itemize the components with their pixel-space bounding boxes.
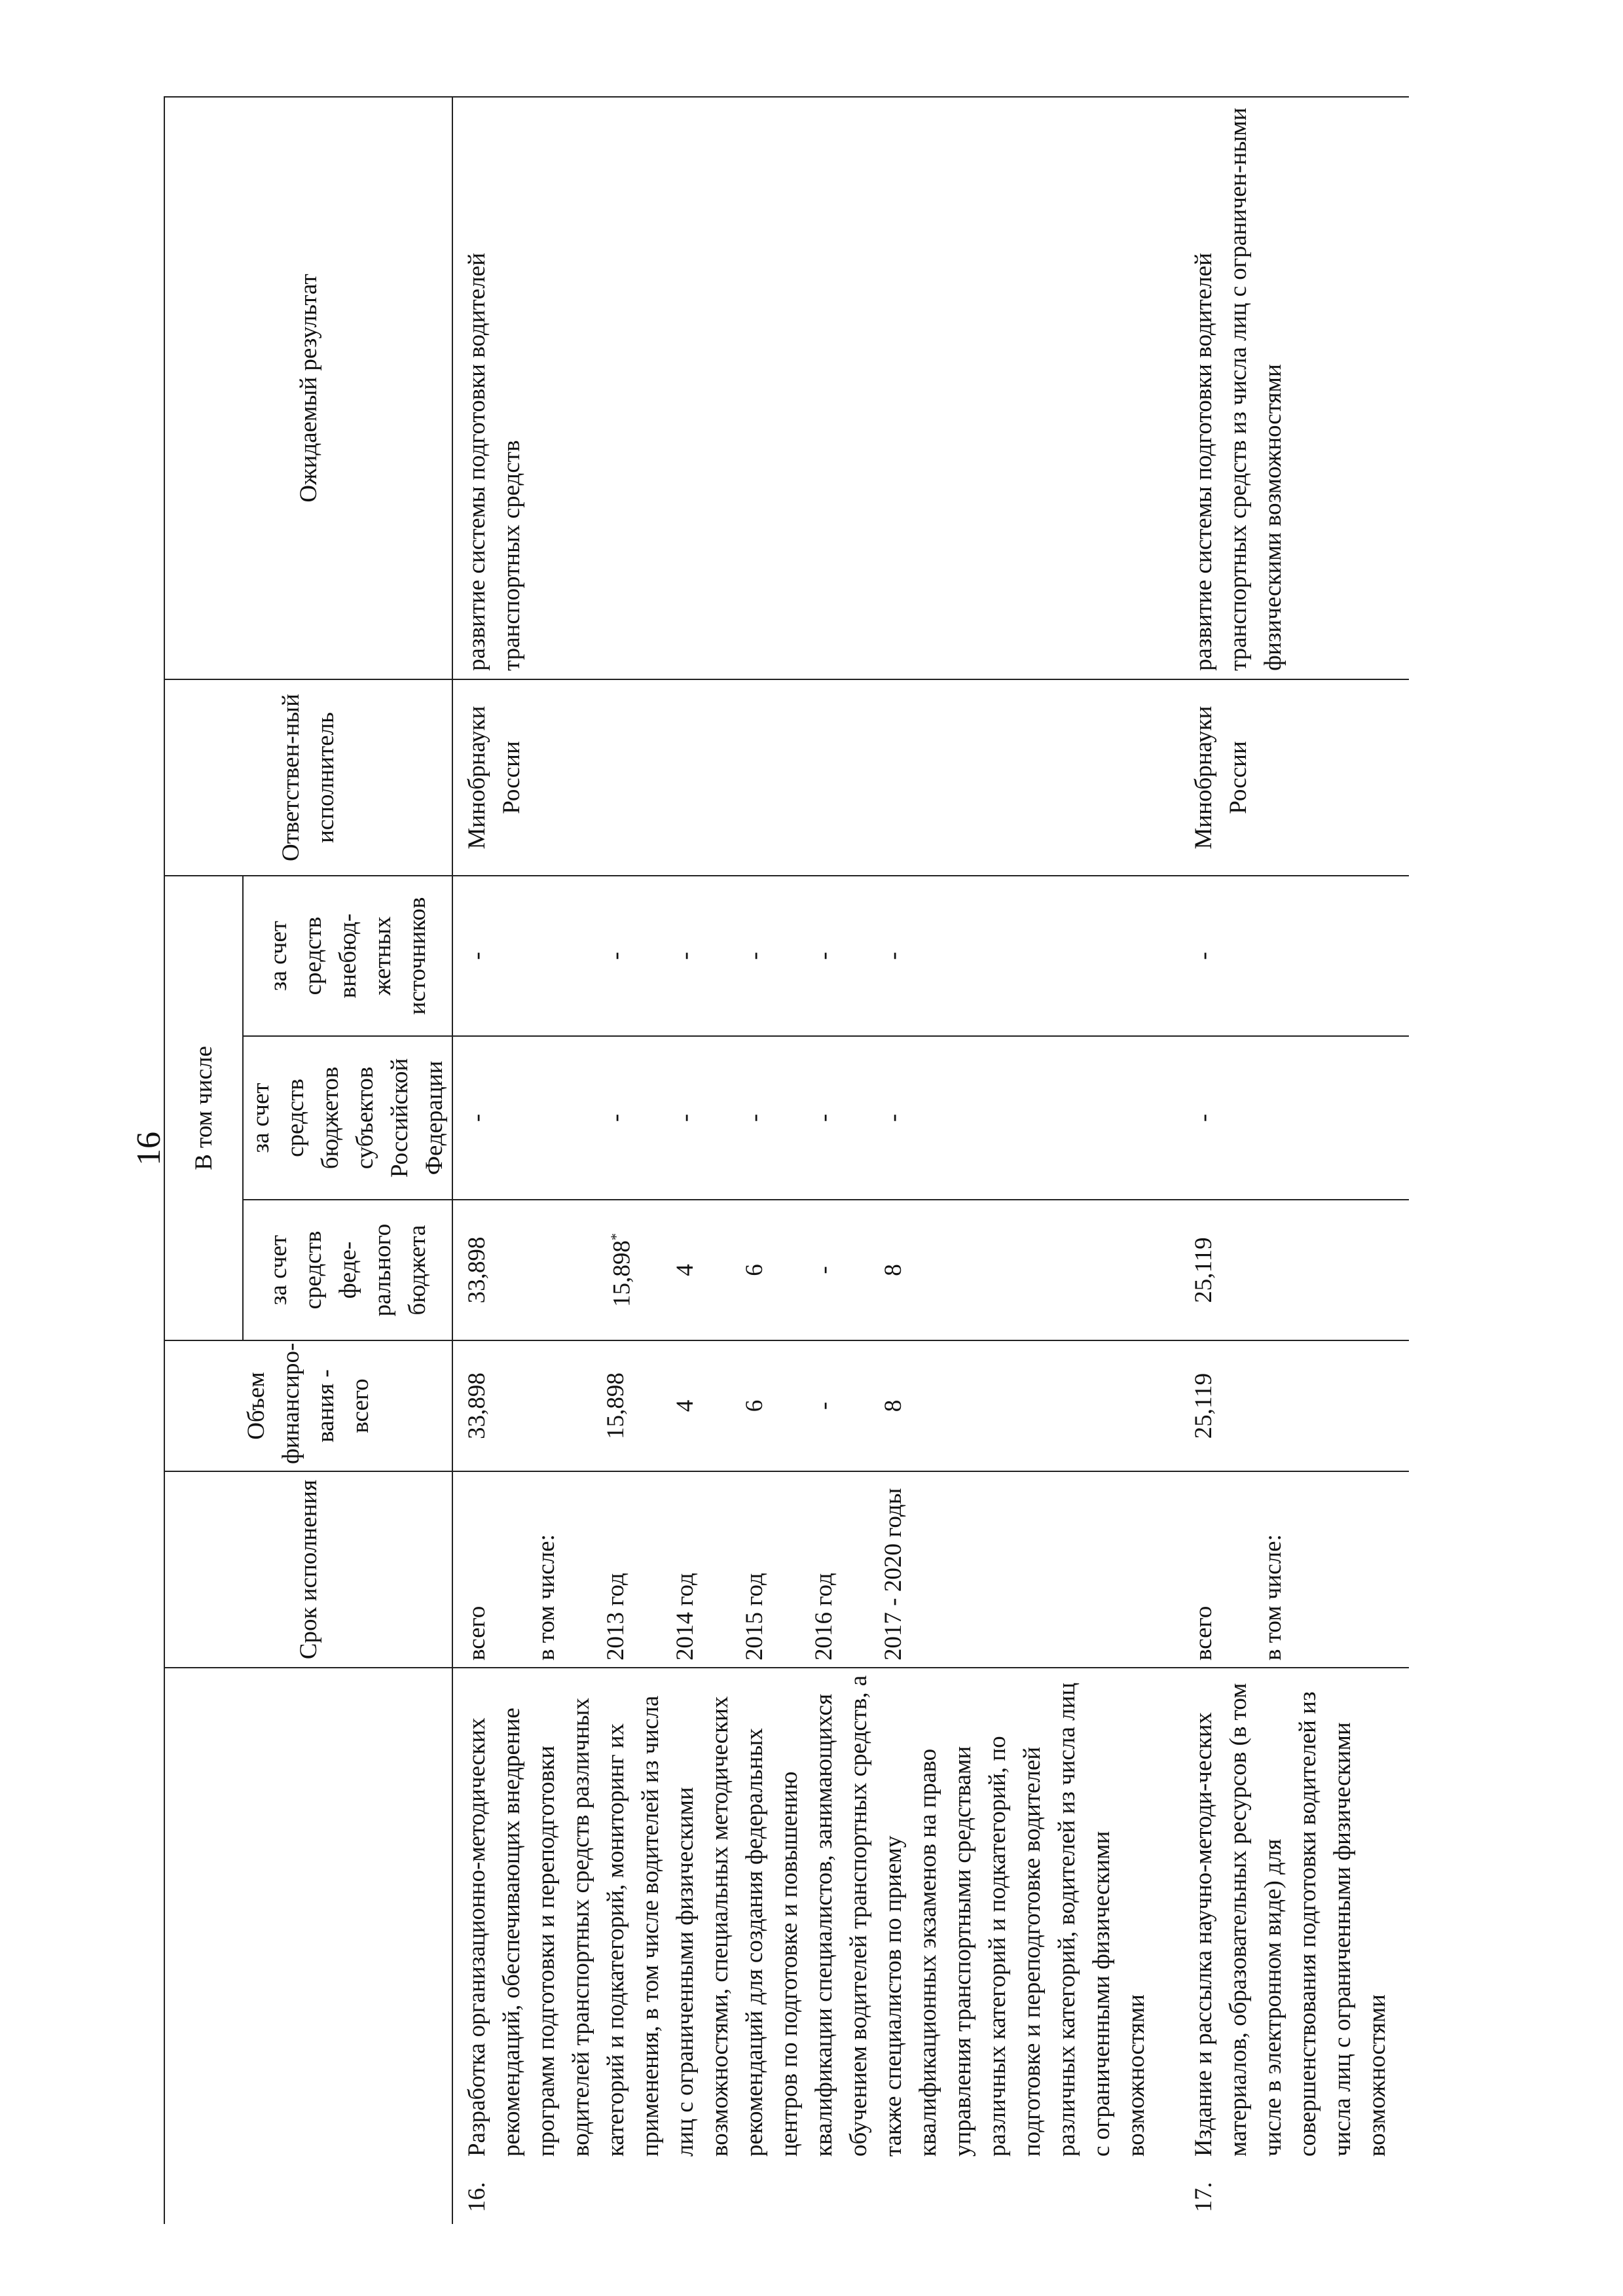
value-cell: - <box>880 1113 907 1122</box>
value-cell: 8 <box>880 1399 907 1412</box>
header-blank <box>164 1668 452 2224</box>
value-cell: 4 <box>672 1264 699 1276</box>
row-federal: 25,119 <box>1180 1200 1409 1340</box>
row-offbudget: - <box>1180 876 1409 1036</box>
row-regional: - <box>1180 1036 1409 1200</box>
value-cell: - <box>672 1113 699 1122</box>
row-terms <box>1180 1471 1409 1668</box>
row-total: 25,119 <box>1180 1340 1409 1471</box>
row-name: Издание и рассылка научно-методи-ческих материалов, образовательных ресурсов (в том числе в электронном виде) для совершенствования подготовки водителей из числа лиц с ограниченными физическими возможностями <box>1180 1668 1409 2162</box>
value-cell <box>529 883 598 1029</box>
page-number: 16 <box>130 1132 168 1166</box>
term-cell: 2013 год <box>602 1573 629 1660</box>
value-cell <box>598 1207 668 1333</box>
row-number: 17. <box>1190 2181 1217 2212</box>
term-cell: 2014 год <box>672 1573 699 1660</box>
value-cell: 4 <box>672 1399 699 1412</box>
value-cell: - <box>672 952 699 960</box>
value-text: 15,898 <box>608 1240 636 1307</box>
term-cell: 2016 год <box>811 1573 837 1660</box>
row-result: развитие системы подготовки водителей транспортных средств <box>452 97 1180 679</box>
value-cell: - <box>741 952 768 960</box>
row-regional <box>452 1036 1180 1200</box>
value-cell: - <box>880 952 907 960</box>
value-cell: 33,898 <box>464 1372 490 1439</box>
value-cell: 33,898 <box>464 1236 490 1304</box>
header-regional: за счет средств бюджетов субъектов Российской Федерации <box>243 1036 452 1200</box>
value-cell: - <box>811 1113 837 1122</box>
row-offbudget <box>452 876 1180 1036</box>
value-cell: 8 <box>880 1264 907 1276</box>
row-executor: Минобрнауки России <box>452 679 1180 876</box>
header-federal: за счет средств феде-рального бюджета <box>243 1200 452 1340</box>
value-cell: 6 <box>741 1264 768 1276</box>
program-table <box>164 96 1409 2224</box>
row-name: Разработка организационно-методических рекомендаций, обеспечивающих внедрение программ подготовки и переподготовки водителей транспортных средств различных категорий и подкатегорий, мониторинг их применения, в том числе водителей из числа лиц с ограниченными физическими возможностями, специальных методических рекомендаций для создания федеральных центров по подготовке и повышению квалификации специалистов, занимающихся обучением водителей транспортных средств, а также специалистов по приему квалификационных экзаменов на право управления транспортными средствами различных категорий и подкатегорий, по подготовке и переподготовке водителей различных категорий, водителей из числа лиц с ограниченными физическими возможностями <box>452 1668 1180 2162</box>
value-cell <box>529 1043 598 1193</box>
table-row <box>1180 97 1409 2224</box>
header-offbudget: за счет средств внебюд-жетных источников <box>243 876 452 1036</box>
value-cell: 6 <box>741 1399 768 1412</box>
term-cell: 2015 год <box>741 1573 768 1660</box>
header-term: Срок исполнения <box>164 1471 452 1668</box>
header-executor: Ответствен-ный исполнитель <box>164 679 452 876</box>
value-cell: - <box>811 1401 837 1410</box>
header-result: Ожидаемый результат <box>164 97 452 679</box>
header-total: Объем финансиро-вания - всего <box>164 1340 452 1471</box>
row-terms <box>452 1471 1180 1668</box>
row-number: 16. <box>464 2181 490 2212</box>
value-cell: - <box>464 952 490 960</box>
value-cell: 15,898 <box>602 1372 629 1439</box>
rotated-table-container <box>164 97 1473 2224</box>
term-cell: всего <box>1190 1605 1217 1660</box>
value-cell <box>529 1207 598 1333</box>
value-cell: - <box>602 952 629 960</box>
footnote-mark: * <box>608 1233 624 1241</box>
value-cell: - <box>811 1266 837 1274</box>
value-cell: - <box>602 1113 629 1122</box>
value-cell <box>529 1348 598 1464</box>
row-total <box>452 1340 1180 1471</box>
term-cell: 2017 - 2020 годы <box>880 1488 907 1660</box>
value-cell: - <box>464 1113 490 1122</box>
value-cell: - <box>741 1113 768 1122</box>
header-group: В том числе <box>164 876 243 1340</box>
value-cell: - <box>811 952 837 960</box>
table-row <box>452 97 1180 2224</box>
term-cell: в том числе: <box>1260 1534 1286 1660</box>
row-federal <box>452 1200 1180 1340</box>
term-cell: всего <box>464 1605 490 1660</box>
term-cell: в том числе: <box>533 1534 560 1660</box>
row-result: развитие системы подготовки водителей транспортных средств из числа лиц с ограничен-ными физическими возможностями <box>1180 97 1409 679</box>
row-executor: Минобрнауки России <box>1180 679 1409 876</box>
